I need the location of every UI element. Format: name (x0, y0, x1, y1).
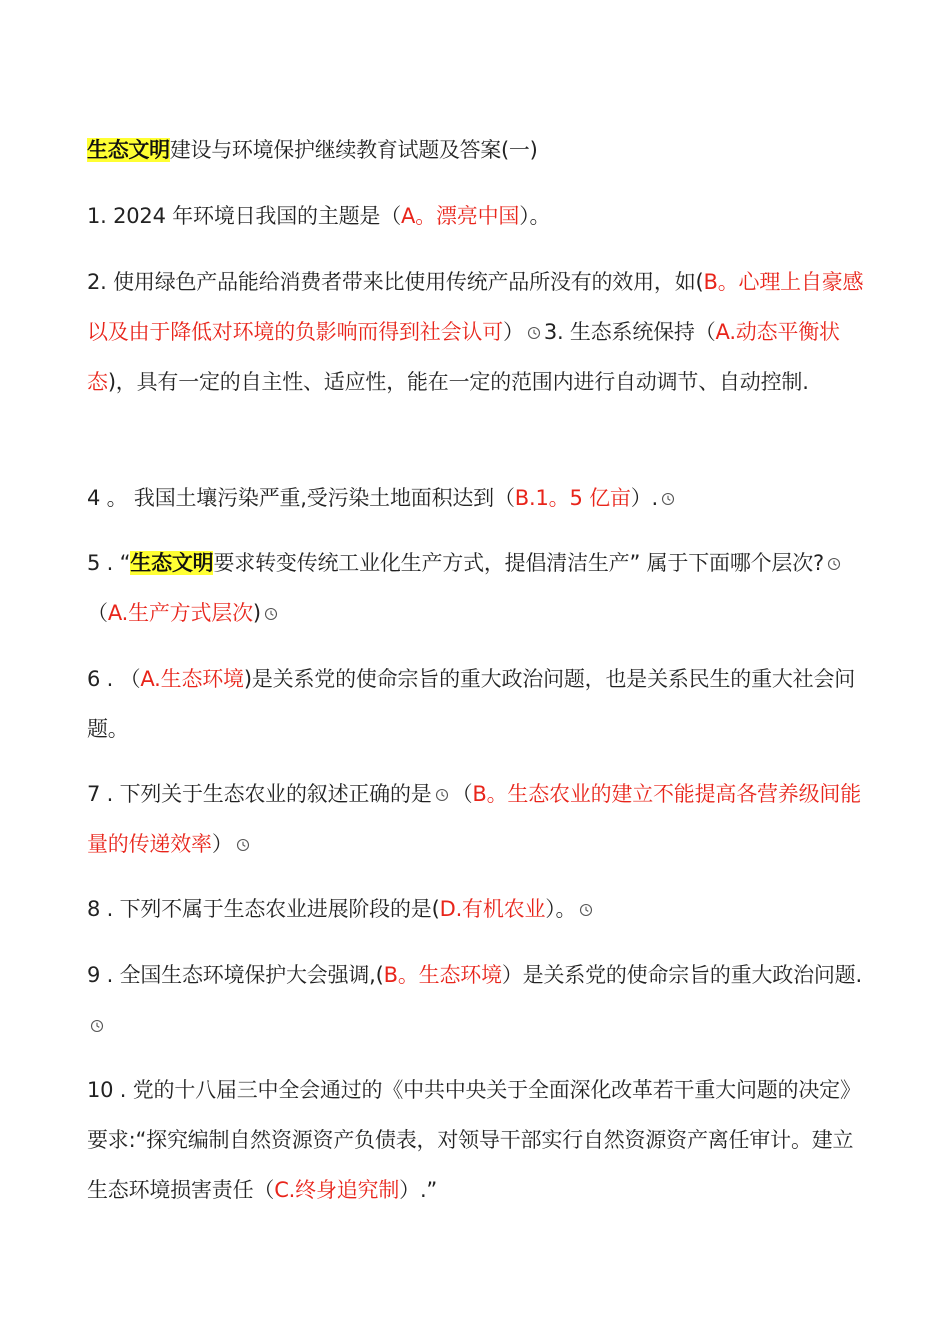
question-text: 4 。 我国土壤污染严重,受污染土地面积达到（ (87, 486, 515, 510)
question-text: 1. 2024 年环境日我国的主题是（ (87, 204, 402, 228)
question-1 (87, 191, 865, 241)
question-2-3 (87, 257, 865, 407)
document-title (87, 133, 538, 167)
answer-text: B。生态农业的建立不能提高各营养级间能量的传递效率 (87, 782, 862, 856)
question-text: 5 . “ (87, 551, 131, 575)
question-text: ） (503, 320, 524, 344)
question-7 (87, 769, 865, 869)
question-6 (87, 654, 865, 754)
question-text: 10 . 党的十八届三中全会通过的《中共中央关于全面深化改革若干重大问题的决定》要求:“探究编制自然资源资产负债表，对领导干部实行自然资源资产离任审计。建立生态环境损害责任（ (87, 1078, 861, 1202)
question-text: ）. (630, 486, 658, 510)
clock-icon (827, 557, 841, 571)
question-text: )是关系党的使命宗旨的重大政治问题，也是关系民生的重大社会问题。 (87, 667, 856, 741)
clock-icon (579, 903, 593, 917)
clock-icon (435, 788, 449, 802)
clock-icon (90, 1019, 104, 1033)
clock-icon (264, 607, 278, 621)
question-5 (87, 538, 865, 638)
clock-icon (527, 326, 541, 340)
question-text: （ (87, 601, 108, 625)
answer-text: C.终身追究制 (274, 1178, 400, 1202)
question-text: 6 . （ (87, 667, 141, 691)
answer-text: A。漂亮中国 (401, 204, 520, 228)
answer-text: B。心理上自豪感以及由于降低对环境的负影响而得到社会认可 (87, 270, 864, 344)
question-text: 3. 生态系统保持（ (543, 320, 716, 344)
question-text: 8 . 下列不属于生态农业进展阶段的是( (87, 897, 440, 921)
question-text: ）。 (519, 204, 551, 228)
clock-icon (236, 838, 250, 852)
question-9 (87, 950, 865, 1050)
answer-text: B.1。5 亿亩 (514, 486, 631, 510)
question-text: 2. 使用绿色产品能给消费者带来比使用传统产品所没有的效用，如( (87, 270, 704, 294)
question-8 (87, 884, 865, 934)
answer-text: A.生态环境 (140, 667, 244, 691)
answer-text: B。生态环境 (383, 963, 502, 987)
question-text: （ (451, 782, 473, 806)
question-10 (87, 1065, 865, 1215)
clock-icon (661, 492, 675, 506)
question-text: ） (211, 832, 233, 856)
question-text: 9 . 全国生态环境保护大会强调,( (87, 963, 384, 987)
question-4 (87, 473, 865, 523)
question-text: ) (252, 601, 261, 625)
answer-text: A.动态平衡状态 (87, 320, 840, 394)
question-text: ）是关系党的使命宗旨的重大政治问题. (501, 963, 862, 987)
question-text: ）.” (399, 1178, 438, 1202)
question-text: 7 . 下列关于生态农业的叙述正确的是 (87, 782, 432, 806)
answer-text: D.有机农业 (439, 897, 546, 921)
title-highlight: 生态文明 (87, 138, 170, 162)
question-text: ）。 (545, 897, 577, 921)
answer-text: A.生产方式层次 (107, 601, 253, 625)
text-highlight: 生态文明 (130, 551, 214, 575)
title-text: 建设与环境保护继续教育试题及答案(一) (169, 138, 538, 162)
question-text: )，具有一定的自主性、适应性，能在一定的范围内进行自动调节、自动控制. (107, 370, 809, 394)
question-text: 要求转变传统工业化生产方式，提倡清洁生产” 属于下面哪个层次? (213, 551, 824, 575)
